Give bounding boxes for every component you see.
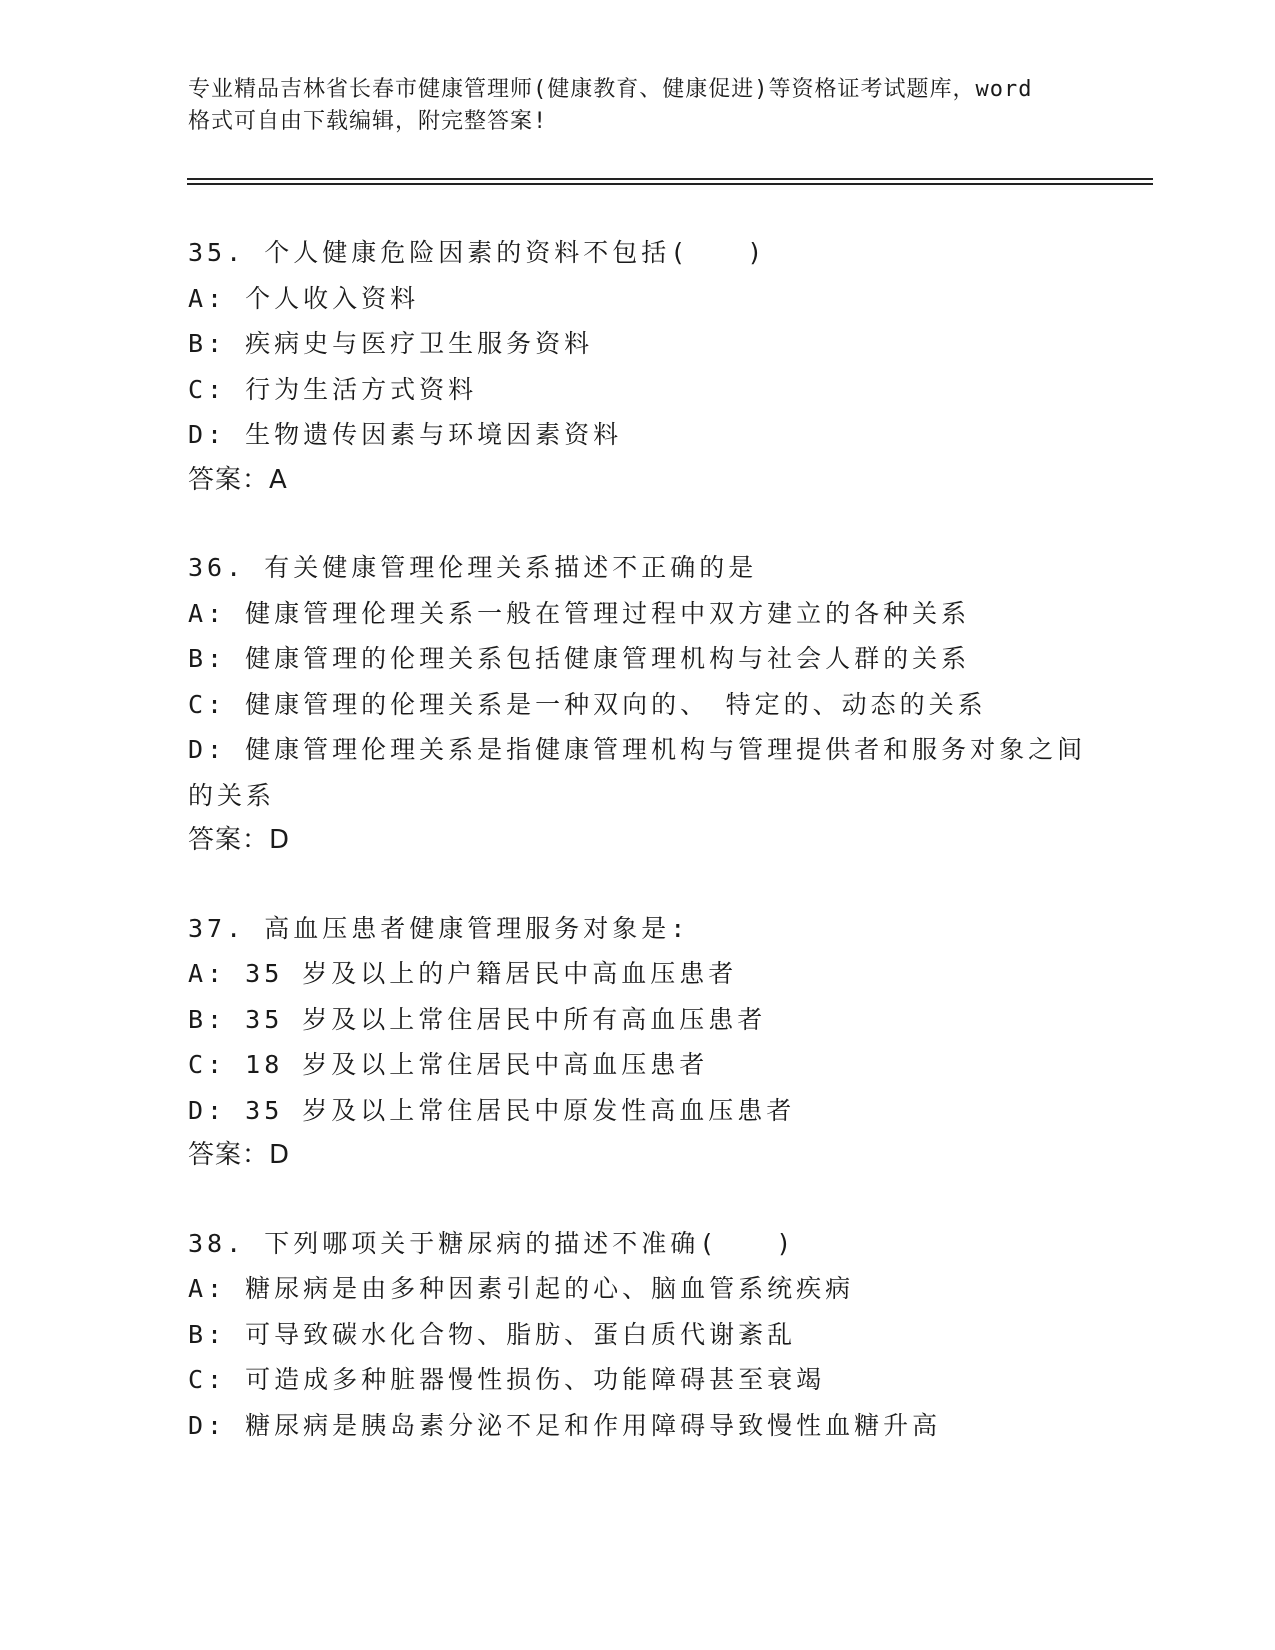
question-36: [188, 545, 1088, 864]
question-stem: 35. 个人健康危险因素的资料不包括( ): [188, 238, 767, 267]
option-c: C: 健康管理的伦理关系是一种双向的、 特定的、动态的关系: [188, 689, 987, 719]
question-37: [188, 906, 1088, 1179]
header-line-2: 格式可自由下载编辑，附完整答案!: [188, 109, 548, 134]
header-line-1: 专业精品吉林省长春市健康管理师(健康教育、健康促进)等资格证考试题库，word: [188, 77, 1033, 102]
answer-line: 答案：D: [188, 1140, 291, 1170]
question-list: [188, 230, 1088, 1490]
option-c: C: 18 岁及以上常住居民中高血压患者: [188, 1050, 709, 1079]
question-38: [188, 1221, 1088, 1449]
question-stem: 37. 高血压患者健康管理服务对象是:: [188, 913, 690, 943]
question-stem: 38. 下列哪项关于糖尿病的描述不准确( ): [188, 1228, 796, 1258]
answer-line: 答案：A: [188, 464, 288, 495]
option-d: D: 生物遗传因素与环境因素资料: [188, 420, 623, 449]
option-c: C: 可造成多种脏器慢性损伤、功能障碍甚至衰竭: [188, 1365, 826, 1394]
option-d: D: 35 岁及以上常住居民中原发性高血压患者: [188, 1095, 796, 1125]
answer-line: 答案：D: [188, 825, 291, 855]
option-a: A: 糖尿病是由多种因素引起的心、脑血管系统疾病: [188, 1274, 855, 1303]
header-double-rule: [187, 178, 1153, 185]
question-35: [188, 230, 1088, 503]
document-header: [188, 74, 1088, 138]
option-c: C: 行为生活方式资料: [188, 374, 478, 404]
option-b: B: 健康管理的伦理关系包括健康管理机构与社会人群的关系: [188, 644, 971, 673]
option-a: A: 35 岁及以上的户籍居民中高血压患者: [188, 959, 738, 988]
option-a: A: 个人收入资料: [188, 283, 420, 313]
option-b: B: 35 岁及以上常住居民中所有高血压患者: [188, 1004, 767, 1034]
rule-line-top: [187, 178, 1153, 180]
question-stem: 36. 有关健康管理伦理关系描述不正确的是: [188, 553, 758, 582]
option-d: D: 糖尿病是胰岛素分泌不足和作用障碍导致慢性血糖升高: [188, 1410, 942, 1440]
option-b: B: 可导致碳水化合物、脂肪、蛋白质代谢紊乱: [188, 1319, 797, 1349]
option-b: B: 疾病史与医疗卫生服务资料: [188, 329, 594, 358]
rule-line-bottom: [187, 183, 1153, 185]
option-a: A: 健康管理伦理关系一般在管理过程中双方建立的各种关系: [188, 598, 971, 628]
option-d: D: 健康管理伦理关系是指健康管理机构与管理提供者和服务对象之间的关系: [188, 735, 1087, 810]
